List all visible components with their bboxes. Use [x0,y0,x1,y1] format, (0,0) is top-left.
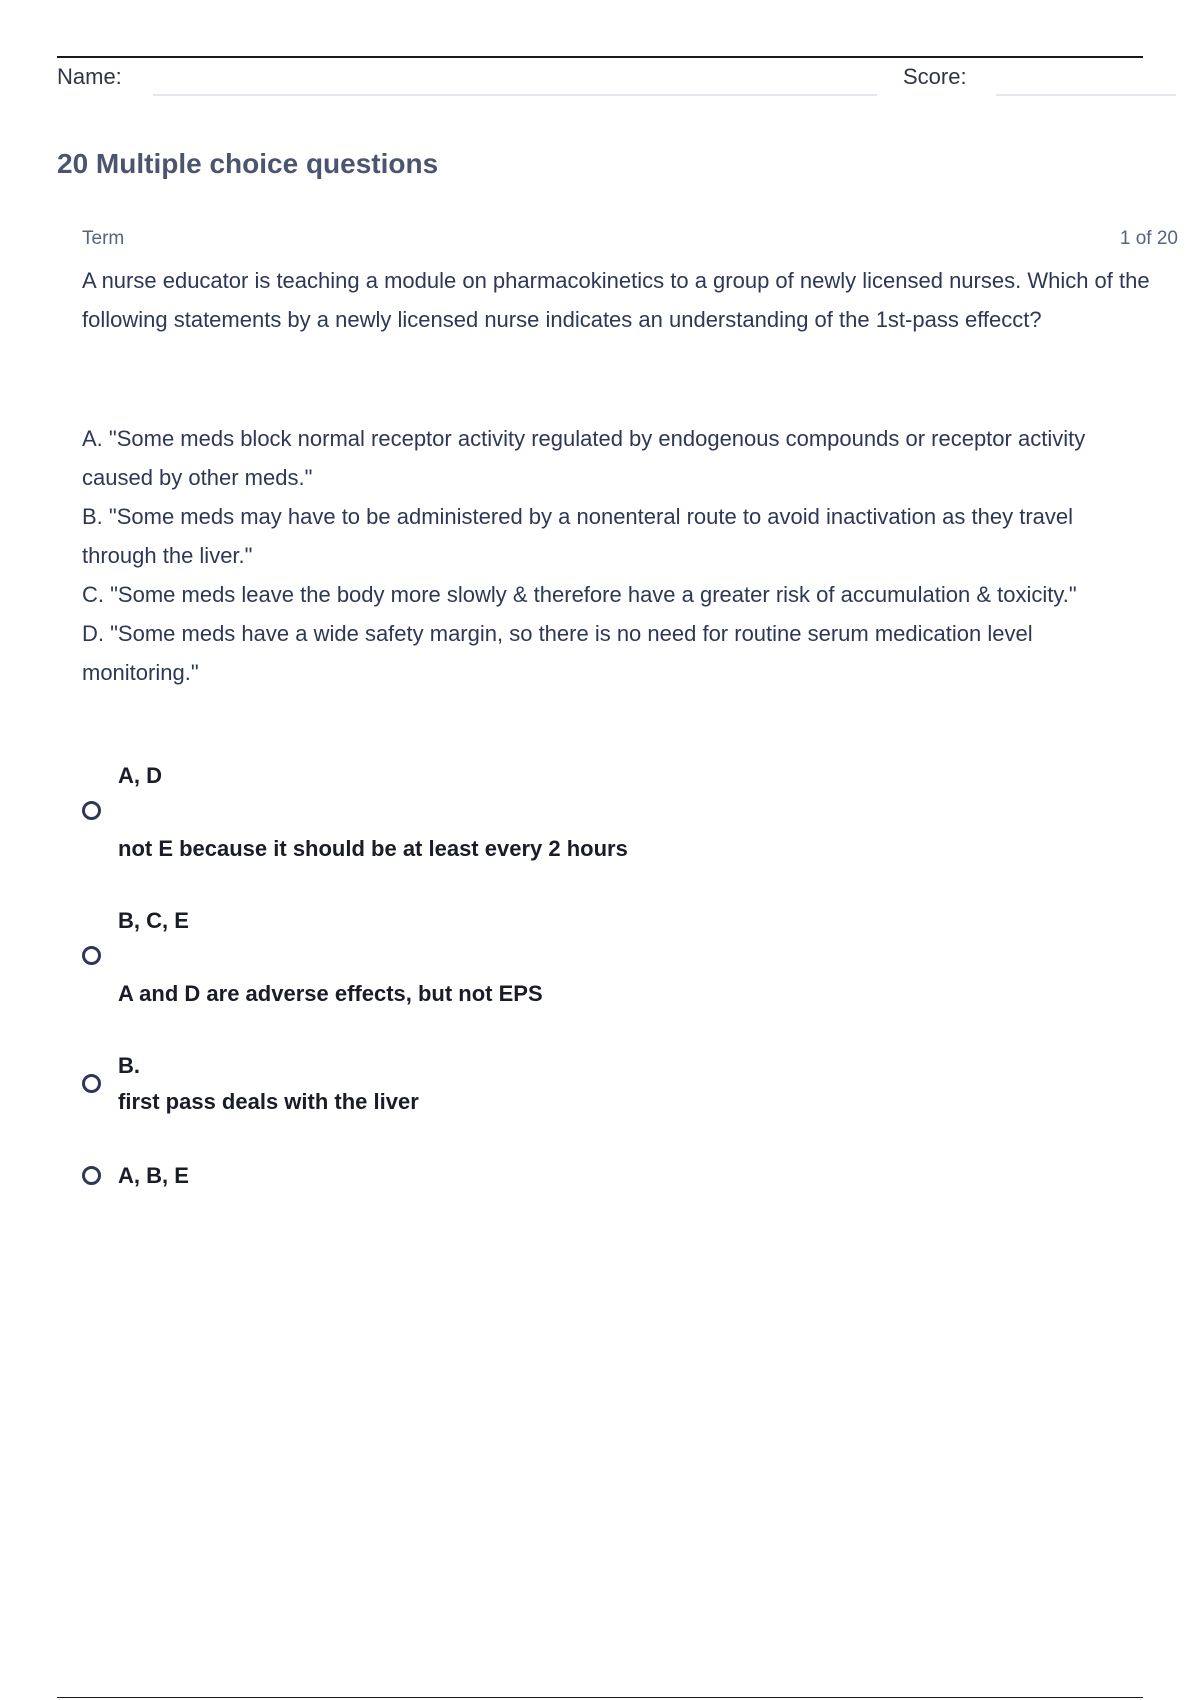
option-answer: A, D [118,763,162,788]
radio-button-icon[interactable] [82,1074,101,1093]
option-answer: B. [118,1053,140,1078]
radio-button-icon[interactable] [82,946,101,965]
question-text: A nurse educator is teaching a module on pharmacokinetics to a group of newly licensed nurses. Which of the following statements by a newly licensed nurse indicates an understanding of the 1st-pass effecct? [82,268,1150,332]
term-label: Term [82,228,125,249]
radio-button-icon[interactable] [82,801,101,820]
option-answer: B, C, E [118,908,189,933]
section-title: 20 Multiple choice questions [57,148,439,179]
option-explanation: first pass deals with the liver [118,1089,419,1114]
name-field[interactable] [153,94,877,96]
answer-option-3[interactable] [82,1050,1082,1130]
answer-option-1[interactable] [82,760,1082,870]
statement-a: A. "Some meds block normal receptor activity regulated by endogenous compounds or receptor activity caused by other meds." [82,426,1086,490]
question-counter: 1 of 20 [1119,228,1178,249]
name-label: Name: [57,64,122,89]
score-label: Score: [903,64,967,89]
statement-c: C. "Some meds leave the body more slowly & therefore have a greater risk of accumulation & toxicity." [82,582,1077,607]
statement-d: D. "Some meds have a wide safety margin, so there is no need for routine serum medication level monitoring." [82,621,1033,685]
top-divider [57,56,1143,58]
option-answer: A, B, E [118,1163,189,1188]
option-explanation: not E because it should be at least every 2 hours [118,836,628,861]
score-field[interactable] [996,94,1176,96]
answer-option-4[interactable] [82,1160,1082,1196]
answer-option-2[interactable] [82,905,1082,1015]
statement-b: B. "Some meds may have to be administered by a nonenteral route to avoid inactivation as they travel through the liver." [82,504,1074,568]
bottom-divider [57,1697,1143,1698]
radio-button-icon[interactable] [82,1166,101,1185]
option-explanation: A and D are adverse effects, but not EPS [118,981,543,1006]
statement-list [82,419,1150,692]
